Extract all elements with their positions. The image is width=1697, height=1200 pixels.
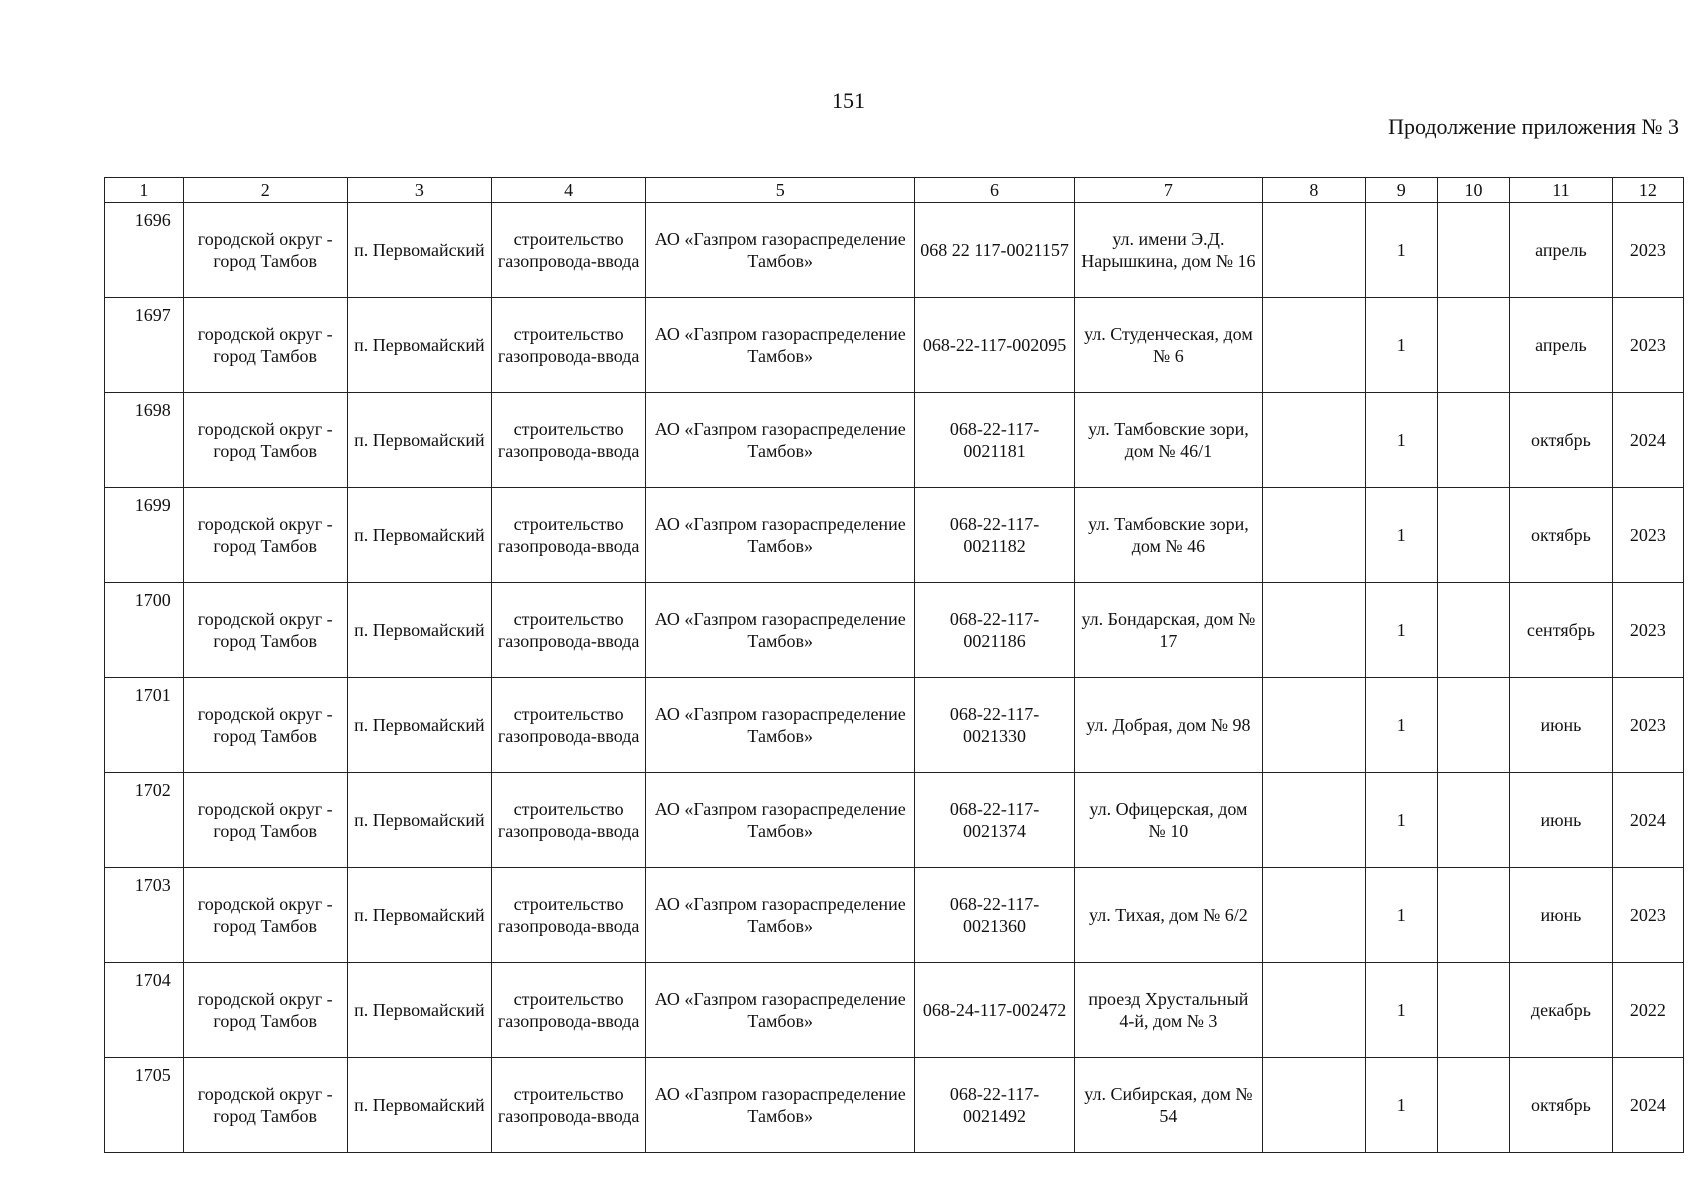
cell-number: 1702 [105,773,184,868]
column-header-7: 7 [1074,178,1262,203]
column-header-6: 6 [915,178,1075,203]
cell-district: городской округ - город Тамбов [183,963,347,1058]
header-row [105,178,1684,203]
cell-month: октябрь [1510,488,1613,583]
cell-address: ул. Бондарская, дом № 17 [1074,583,1262,678]
cell-organization: АО «Газпром газораспределение Тамбов» [646,203,915,298]
cell-organization: АО «Газпром газораспределение Тамбов» [646,488,915,583]
cell-number: 1697 [105,298,184,393]
cell-organization: АО «Газпром газораспределение Тамбов» [646,298,915,393]
cell-address: ул. имени Э.Д. Нарышкина, дом № 16 [1074,203,1262,298]
cell-district: городской округ - город Тамбов [183,583,347,678]
column-header-10: 10 [1437,178,1509,203]
cell-organization: АО «Газпром газораспределение Тамбов» [646,678,915,773]
cell-settlement: п. Первомайский [347,298,491,393]
cell-district: городской округ - город Тамбов [183,773,347,868]
cell-col8 [1262,583,1365,678]
cell-district: городской округ - город Тамбов [183,678,347,773]
cell-work-type: строительство газопровода-ввода [492,773,646,868]
cell-month: апрель [1510,298,1613,393]
cell-number: 1699 [105,488,184,583]
cell-col10 [1437,868,1509,963]
cell-month: октябрь [1510,1058,1613,1153]
table-row [105,203,1684,298]
cell-address: проезд Хрустальный 4-й, дом № 3 [1074,963,1262,1058]
cell-district: городской округ - город Тамбов [183,488,347,583]
cell-work-type: строительство газопровода-ввода [492,298,646,393]
column-header-12: 12 [1612,178,1683,203]
table-row [105,393,1684,488]
cell-code: 068-22-117-0021374 [915,773,1075,868]
table-row [105,963,1684,1058]
cell-work-type: строительство газопровода-ввода [492,488,646,583]
cell-work-type: строительство газопровода-ввода [492,203,646,298]
cell-col8 [1262,393,1365,488]
cell-address: ул. Добрая, дом № 98 [1074,678,1262,773]
cell-settlement: п. Первомайский [347,488,491,583]
column-header-8: 8 [1262,178,1365,203]
page-subtitle: Продолжение приложения № 3 [1388,114,1679,139]
cell-code: 068-22-117-0021492 [915,1058,1075,1153]
cell-col8 [1262,203,1365,298]
cell-col8 [1262,298,1365,393]
cell-number: 1698 [105,393,184,488]
cell-settlement: п. Первомайский [347,1058,491,1153]
cell-address: ул. Студенческая, дом № 6 [1074,298,1262,393]
cell-work-type: строительство газопровода-ввода [492,868,646,963]
column-header-4: 4 [492,178,646,203]
column-header-5: 5 [646,178,915,203]
cell-number: 1704 [105,963,184,1058]
table-header [105,178,1684,203]
cell-year: 2023 [1612,298,1683,393]
cell-address: ул. Тихая, дом № 6/2 [1074,868,1262,963]
cell-col10 [1437,773,1509,868]
cell-col8 [1262,963,1365,1058]
cell-year: 2024 [1612,773,1683,868]
data-table [104,177,1684,1153]
cell-settlement: п. Первомайский [347,203,491,298]
cell-month: октябрь [1510,393,1613,488]
cell-year: 2023 [1612,583,1683,678]
cell-count: 1 [1365,963,1437,1058]
cell-settlement: п. Первомайский [347,963,491,1058]
table-row [105,678,1684,773]
table-row [105,868,1684,963]
cell-number: 1701 [105,678,184,773]
cell-organization: АО «Газпром газораспределение Тамбов» [646,773,915,868]
column-header-3: 3 [347,178,491,203]
cell-col10 [1437,678,1509,773]
page-number: 151 [832,88,865,113]
cell-address: ул. Офицерская, дом № 10 [1074,773,1262,868]
cell-month: июнь [1510,773,1613,868]
cell-year: 2023 [1612,488,1683,583]
cell-code: 068-24-117-002472 [915,963,1075,1058]
cell-month: апрель [1510,203,1613,298]
cell-organization: АО «Газпром газораспределение Тамбов» [646,963,915,1058]
cell-year: 2022 [1612,963,1683,1058]
cell-organization: АО «Газпром газораспределение Тамбов» [646,583,915,678]
cell-col10 [1437,298,1509,393]
cell-address: ул. Сибирская, дом № 54 [1074,1058,1262,1153]
table-body [105,203,1684,1153]
cell-work-type: строительство газопровода-ввода [492,583,646,678]
cell-count: 1 [1365,393,1437,488]
cell-year: 2024 [1612,1058,1683,1153]
cell-address: ул. Тамбовские зори, дом № 46/1 [1074,393,1262,488]
cell-work-type: строительство газопровода-ввода [492,1058,646,1153]
cell-col10 [1437,488,1509,583]
column-header-1: 1 [105,178,184,203]
cell-year: 2024 [1612,393,1683,488]
cell-year: 2023 [1612,203,1683,298]
cell-settlement: п. Первомайский [347,583,491,678]
cell-count: 1 [1365,583,1437,678]
cell-district: городской округ - город Тамбов [183,203,347,298]
cell-count: 1 [1365,1058,1437,1153]
cell-settlement: п. Первомайский [347,868,491,963]
cell-count: 1 [1365,298,1437,393]
cell-settlement: п. Первомайский [347,773,491,868]
table-row [105,488,1684,583]
cell-organization: АО «Газпром газораспределение Тамбов» [646,393,915,488]
cell-code: 068-22-117-0021181 [915,393,1075,488]
cell-work-type: строительство газопровода-ввода [492,678,646,773]
cell-code: 068-22-117-0021182 [915,488,1075,583]
cell-col8 [1262,488,1365,583]
cell-district: городской округ - город Тамбов [183,298,347,393]
cell-organization: АО «Газпром газораспределение Тамбов» [646,1058,915,1153]
cell-number: 1696 [105,203,184,298]
cell-code: 068-22-117-0021360 [915,868,1075,963]
cell-year: 2023 [1612,868,1683,963]
cell-settlement: п. Первомайский [347,678,491,773]
table-row [105,1058,1684,1153]
cell-count: 1 [1365,488,1437,583]
cell-district: городской округ - город Тамбов [183,1058,347,1153]
cell-district: городской округ - город Тамбов [183,868,347,963]
cell-col10 [1437,1058,1509,1153]
cell-month: декабрь [1510,963,1613,1058]
cell-count: 1 [1365,678,1437,773]
cell-work-type: строительство газопровода-ввода [492,393,646,488]
cell-count: 1 [1365,203,1437,298]
cell-number: 1700 [105,583,184,678]
cell-month: июнь [1510,678,1613,773]
cell-col10 [1437,583,1509,678]
cell-col8 [1262,1058,1365,1153]
cell-year: 2023 [1612,678,1683,773]
cell-col10 [1437,393,1509,488]
cell-code: 068-22-117-0021186 [915,583,1075,678]
cell-col8 [1262,678,1365,773]
column-header-11: 11 [1510,178,1613,203]
cell-code: 068-22-117-0021330 [915,678,1075,773]
cell-code: 068-22-117-002095 [915,298,1075,393]
table-row [105,583,1684,678]
cell-col8 [1262,868,1365,963]
cell-month: июнь [1510,868,1613,963]
cell-number: 1705 [105,1058,184,1153]
cell-work-type: строительство газопровода-ввода [492,963,646,1058]
cell-month: сентябрь [1510,583,1613,678]
cell-code: 068 22 117-0021157 [915,203,1075,298]
cell-number: 1703 [105,868,184,963]
cell-organization: АО «Газпром газораспределение Тамбов» [646,868,915,963]
cell-col10 [1437,963,1509,1058]
column-header-9: 9 [1365,178,1437,203]
column-header-2: 2 [183,178,347,203]
cell-col10 [1437,203,1509,298]
cell-count: 1 [1365,868,1437,963]
table-row [105,298,1684,393]
table-row [105,773,1684,868]
cell-district: городской округ - город Тамбов [183,393,347,488]
cell-address: ул. Тамбовские зори, дом № 46 [1074,488,1262,583]
cell-count: 1 [1365,773,1437,868]
cell-settlement: п. Первомайский [347,393,491,488]
cell-col8 [1262,773,1365,868]
